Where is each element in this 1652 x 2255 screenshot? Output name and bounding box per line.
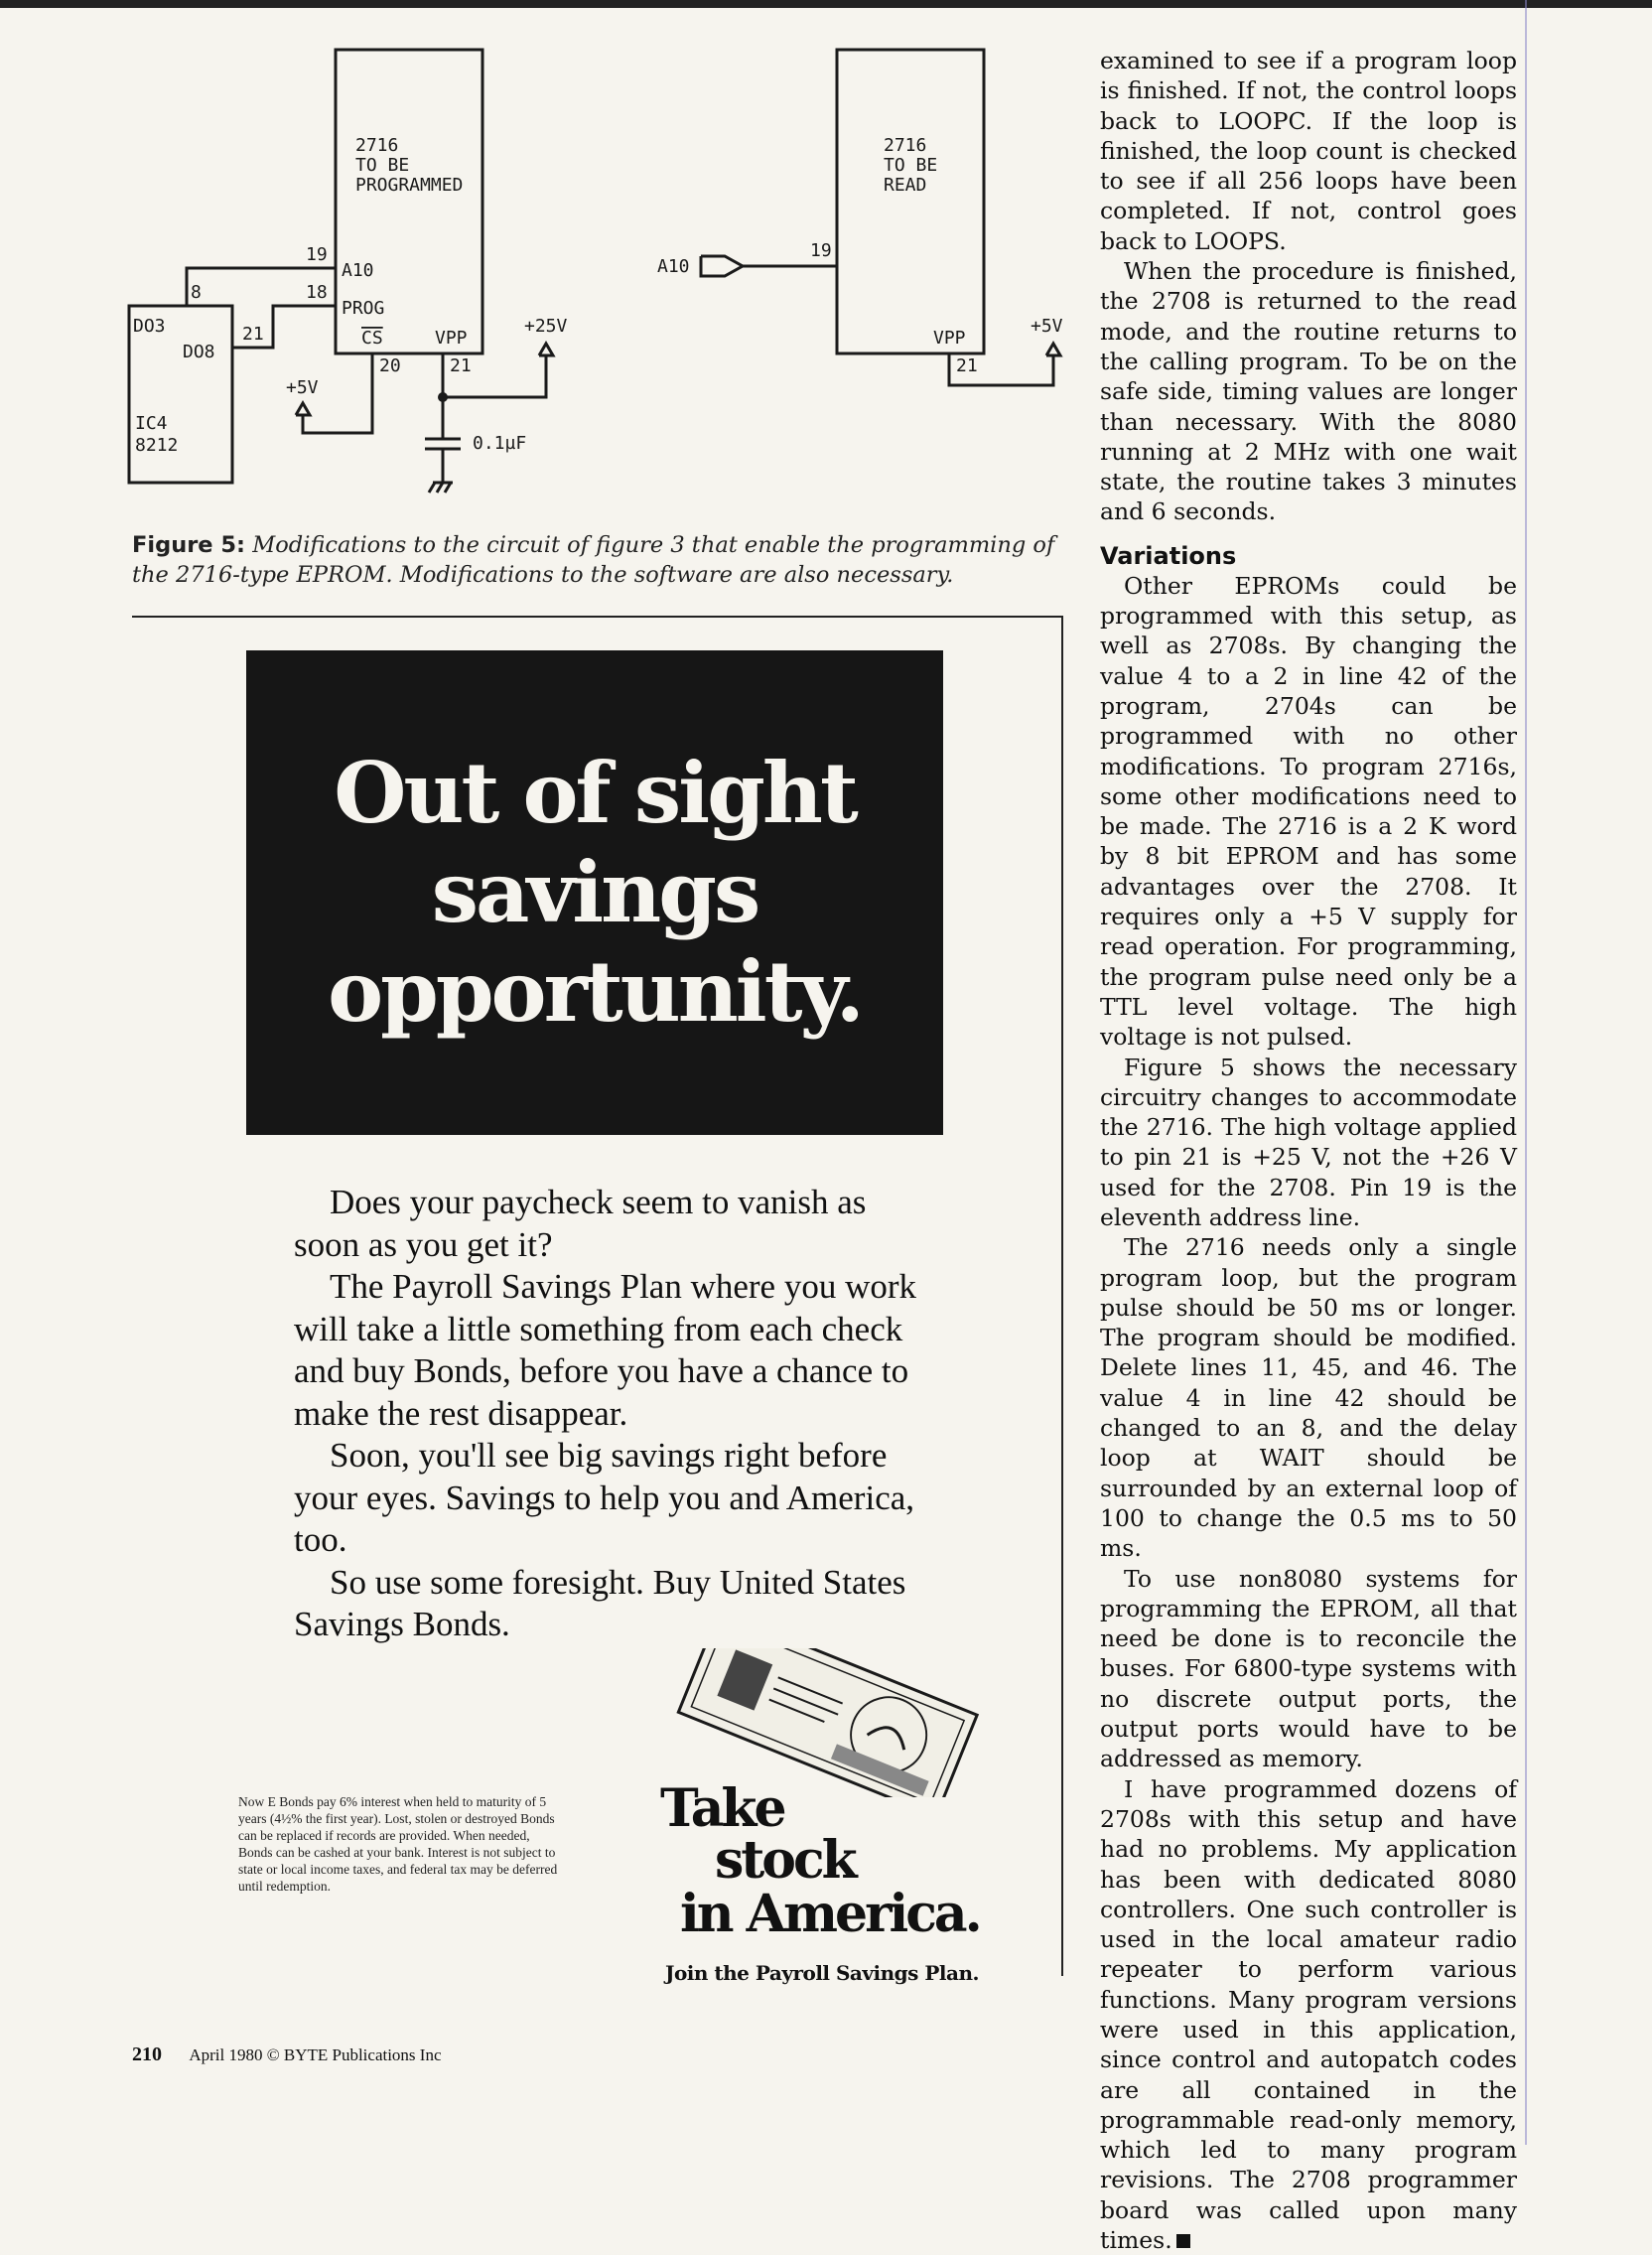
scan-edge-line [1525,0,1527,2145]
ad-tagline: Join the Payroll Savings Plan. [665,1961,979,1985]
pin20-label: 20 [379,355,401,376]
plus5v-label: +5V [286,377,319,398]
article-paragraph: Other EPROMs could be programmed with this setup, as well as 2708s. By changing the value 4 to a 2 in line 42 of the program, 2704s can be programmed with no other modifications. To program 2716s, some other modifications need to be made. The 2716 is a 2 K word by 8 bit EPROM and has some advantages over the 2708. It requires only a +5 V supply for read operation. For programming, the program pulse need only be a TTL level voltage. The high voltage is not pulsed. [1100,571,1517,1052]
a10-pin-label: A10 [342,260,374,281]
pin18-label: 18 [306,282,328,303]
read-pin21-label: 21 [956,355,978,376]
pin19-label: 19 [306,244,328,265]
a10-read-label: A10 [657,256,690,277]
footer-credit: April 1980 © BYTE Publications Inc [189,2045,442,2064]
read-vpp-label: VPP [933,328,966,349]
ad-headline-line1: Out of sight [334,744,856,842]
chip-box-read [837,50,984,353]
article-paragraph: The 2716 needs only a single program loop, but the program pulse should be 50 ms or longer. The program should be modified. Delete lines 11, 45, and 46. The value 4 in line 42 should be changed to an 8, and the delay loop at WAIT should be surrounded by an external loop of 100 to change the 0.5 ms to 50 ms. [1100,1233,1517,1563]
ad-paragraph: The Payroll Savings Plan where you work will take a little something from each check and buy Bonds, before you have a chance to make the rest disappear. [294,1267,917,1433]
read-chip-line1: 2716 [884,135,927,156]
article-final-text: I have programmed dozens of 2708s with this setup and have had no problems. My application has been with dedicated 8080 controllers. One such controller is used in the local amateur radio repeater to perform various functions. Many program versions were used in this application, since control and autopatch codes are all contained in the programmable read-only memory, which led to many program revisions. The 2708 programmer board was called upon many times. [1100,1774,1517,2255]
ic4-part-label: 8212 [135,435,179,456]
end-mark-icon [1176,2234,1190,2248]
article-paragraph: Figure 5 shows the necessary circuitry changes to accommodate the 2716. The high voltage applied to pin 21 is +25 V, not the +26 V used for the 2708. Pin 19 is the eleventh address line. [1100,1053,1517,1231]
ad-paragraph: Does your paycheck seem to vanish as soon as you get it? [294,1183,867,1264]
article-paragraph [1100,1774,1517,2255]
ad-headline-panel [246,650,943,1135]
pin21-ic-label: 21 [242,324,264,345]
ad-paragraph: So use some foresight. Buy United States Savings Bonds. [294,1562,906,1643]
vpp-pin-label: VPP [435,328,468,349]
capacitor-label: 0.1µF [473,433,527,454]
pin19-read-label: 19 [810,240,832,261]
ad-headline-line3: opportunity. [328,942,862,1041]
caption-label: Figure 5: [132,532,246,558]
ic4-label: IC4 [135,413,168,434]
prog-pin-label: PROG [342,298,385,319]
do8-label: DO8 [183,342,215,362]
ad-headline-line2: savings [431,843,758,941]
ad-slogan [655,1778,993,1986]
ad-paragraph: Soon, you'll see big savings right before your eyes. Savings to help you and America, too. [294,1436,915,1559]
ad-fine-print: Now E Bonds pay 6% interest when held to maturity of 5 years (4½% the first year). Lost, stolen or destroyed Bonds can be replaced if records are provided. When needed, Bonds can be cashed at your bank. Interest is not subject to state or local income taxes, and federal tax may be deferred until redemption. [238,1794,558,1894]
figure-caption [132,530,1075,590]
ad-border-right [1061,616,1063,1976]
chip-label-line2: TO BE [355,155,410,176]
slogan-line3: in America. [680,1884,980,1944]
page-number: 210 [132,2044,162,2065]
circuit-diagram [119,40,1072,506]
ad-body-copy [294,1182,929,1646]
article-paragraph: To use non8080 systems for programming the EPROM, all that need be done is to reconcile the buses. For 6800-type systems with no discrete output ports, the output ports would have to be addressed as memory. [1100,1564,1517,1773]
plus25v-label: +25V [524,316,568,337]
chip-label-line1: 2716 [355,135,399,156]
read-chip-line2: TO BE [884,155,938,176]
slogan-line1: Take [660,1778,784,1839]
cs-pin-label: CS [361,328,383,349]
do3-label: DO3 [133,316,166,337]
pin21-vpp-label: 21 [450,355,472,376]
pin8-label: 8 [191,282,202,303]
read-plus5v-label: +5V [1031,316,1063,337]
caption-text: Modifications to the circuit of figure 3 that enable the programming of the 2716-type EPROM. Modifications to the software are also necessary. [132,532,1055,588]
article-paragraph: When the procedure is finished, the 2708 is returned to the read mode, and the routine returns to the calling program. To be on the safe side, timing values are longer than necessary. With the 8080 running at 2 MHz with one wait state, the routine takes 3 minutes and 6 seconds. [1100,257,1517,526]
chip-label-line3: PROGRAMMED [355,175,464,196]
savings-bond-illustration [655,1648,993,1797]
article-column [1100,46,1517,2255]
read-chip-line3: READ [884,175,927,196]
top-rule [0,0,1652,8]
page-footer [132,2044,442,2066]
ad-border-top [132,616,1063,618]
article-paragraph: examined to see if a program loop is finished. If not, the control loops back to LOOPC. If the loop is finished, the loop count is checked to see if all 256 loops have been completed. If not, control goes back to LOOPS. [1100,47,1517,255]
section-heading: Variations [1100,541,1237,570]
slogan-line2: stock [715,1830,855,1891]
